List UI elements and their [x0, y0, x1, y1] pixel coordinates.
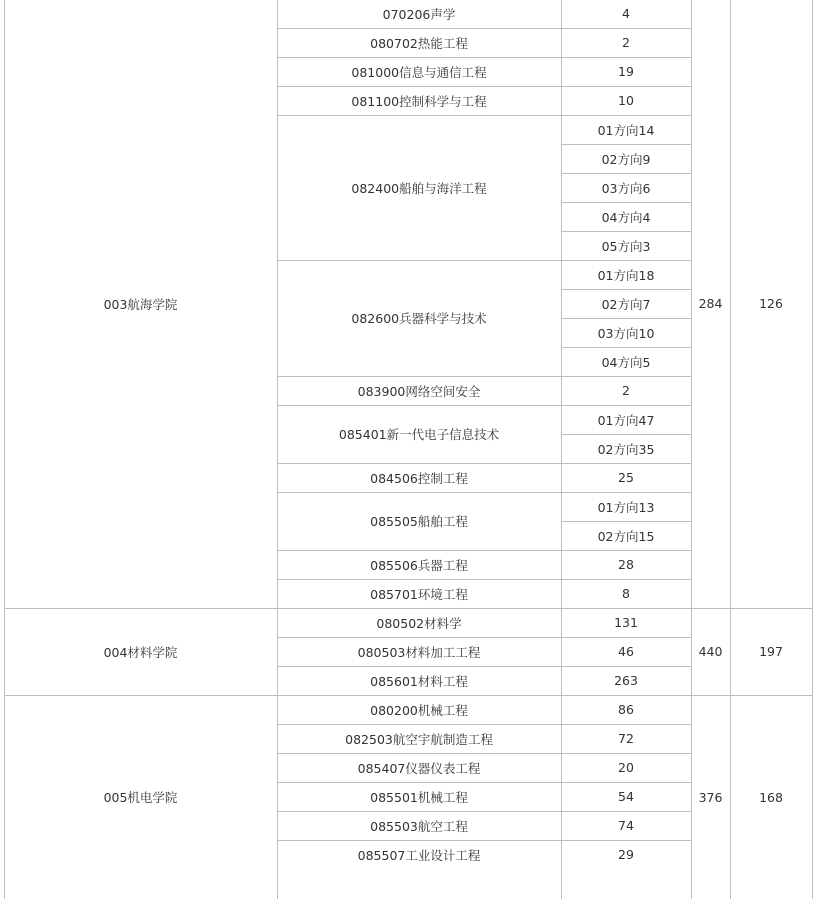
quota-cell: 04方向5	[601, 354, 651, 370]
grid-line-horizontal	[561, 318, 692, 319]
quota-cell: 04方向4	[601, 209, 651, 225]
grid-line-horizontal	[277, 579, 692, 580]
major-cell: 085701环境工程	[370, 586, 468, 602]
quota-cell: 28	[618, 557, 634, 572]
grid-line-horizontal	[277, 492, 692, 493]
quota-cell: 01方向18	[597, 267, 655, 283]
grid-line-vertical	[730, 0, 731, 899]
extra-cell: 126	[759, 296, 783, 311]
quota-cell: 02方向9	[601, 151, 651, 167]
quota-cell: 20	[618, 760, 634, 775]
major-cell: 085505船舶工程	[370, 514, 468, 529]
grid-line-vertical	[4, 0, 5, 899]
major-cell: 082600兵器科学与技术	[351, 311, 487, 326]
major-cell: 080200机械工程	[370, 702, 468, 718]
extra-cell: 197	[759, 644, 783, 659]
quota-cell: 01方向13	[597, 499, 655, 515]
major-cell: 085506兵器工程	[370, 557, 468, 573]
grid-line-horizontal	[277, 405, 692, 406]
major-cell: 070206声学	[382, 6, 456, 22]
major-cell: 085401新一代电子信息技术	[338, 427, 500, 442]
college-cell: 004材料学院	[103, 644, 178, 660]
quota-cell: 25	[618, 470, 634, 485]
grid-line-horizontal	[561, 347, 692, 348]
quota-cell: 03方向10	[597, 325, 655, 341]
quota-cell: 72	[618, 731, 634, 746]
quota-cell: 05方向3	[601, 238, 651, 254]
major-cell: 085503航空工程	[370, 818, 468, 834]
college-cell: 005机电学院	[103, 790, 178, 805]
major-cell: 081000信息与通信工程	[351, 64, 487, 80]
quota-cell: 29	[618, 847, 634, 862]
major-cell: 084506控制工程	[370, 470, 468, 486]
grid-line-horizontal	[277, 463, 692, 464]
grid-line-vertical	[277, 0, 278, 899]
quota-cell: 4	[622, 6, 630, 21]
quota-cell: 131	[614, 615, 638, 630]
quota-cell: 2	[622, 35, 630, 50]
grid-line-horizontal	[561, 434, 692, 435]
grid-line-vertical	[691, 0, 692, 899]
quota-cell: 02方向7	[601, 296, 651, 312]
major-cell: 085507工业设计工程	[357, 847, 481, 863]
grid-line-horizontal	[561, 144, 692, 145]
quota-cell: 03方向6	[601, 180, 651, 196]
grid-line-horizontal	[277, 637, 692, 638]
total-cell: 284	[698, 296, 723, 311]
grid-line-horizontal	[277, 840, 692, 841]
quota-cell: 10	[618, 93, 634, 108]
grid-line-horizontal	[277, 115, 692, 116]
grid-line-horizontal	[561, 202, 692, 203]
total-cell: 376	[698, 789, 723, 805]
major-cell: 081100控制科学与工程	[351, 93, 487, 109]
grid-line-horizontal	[277, 753, 692, 754]
quota-cell: 02方向15	[597, 528, 655, 544]
major-cell: 080502材料学	[376, 615, 462, 631]
grid-line-horizontal	[561, 231, 692, 232]
quota-cell: 263	[614, 673, 638, 688]
major-cell: 083900网络空间安全	[357, 383, 481, 399]
major-cell: 080702热能工程	[370, 35, 468, 51]
grid-line-horizontal	[277, 376, 692, 377]
quota-cell: 2	[622, 383, 630, 398]
grid-line-horizontal	[561, 521, 692, 522]
major-cell: 082503航空宇航制造工程	[345, 731, 493, 747]
major-cell: 085601材料工程	[370, 673, 468, 689]
grid-line-horizontal	[277, 550, 692, 551]
quota-cell: 02方向35	[597, 441, 655, 457]
grid-line-horizontal	[277, 811, 692, 812]
grid-line-horizontal	[277, 724, 692, 725]
grid-line-vertical	[812, 0, 813, 899]
grid-line-horizontal	[277, 666, 692, 667]
grid-line-horizontal	[277, 28, 692, 29]
major-cell: 085407仪器仪表工程	[357, 760, 481, 776]
extra-cell: 168	[759, 789, 783, 805]
quota-cell: 86	[618, 702, 634, 717]
total-cell: 440	[698, 644, 723, 659]
quota-cell: 74	[618, 818, 634, 833]
major-cell: 080503材料加工工程	[357, 644, 481, 660]
major-cell: 085501机械工程	[370, 789, 468, 805]
major-cell: 082400船舶与海洋工程	[351, 180, 487, 196]
grid-line-horizontal	[277, 57, 692, 58]
grid-line-horizontal	[277, 782, 692, 783]
grid-line-horizontal	[277, 260, 692, 261]
quota-cell: 8	[622, 586, 630, 601]
quota-cell: 01方向14	[597, 122, 655, 138]
quota-cell: 46	[618, 644, 634, 659]
grid-line-vertical	[561, 0, 562, 899]
grid-line-horizontal	[561, 289, 692, 290]
quota-cell: 54	[618, 789, 634, 804]
grid-line-horizontal	[561, 173, 692, 174]
quota-cell: 19	[618, 64, 634, 79]
quota-cell: 01方向47	[597, 412, 655, 428]
college-cell: 003航海学院	[103, 296, 178, 312]
grid-line-horizontal	[277, 86, 692, 87]
